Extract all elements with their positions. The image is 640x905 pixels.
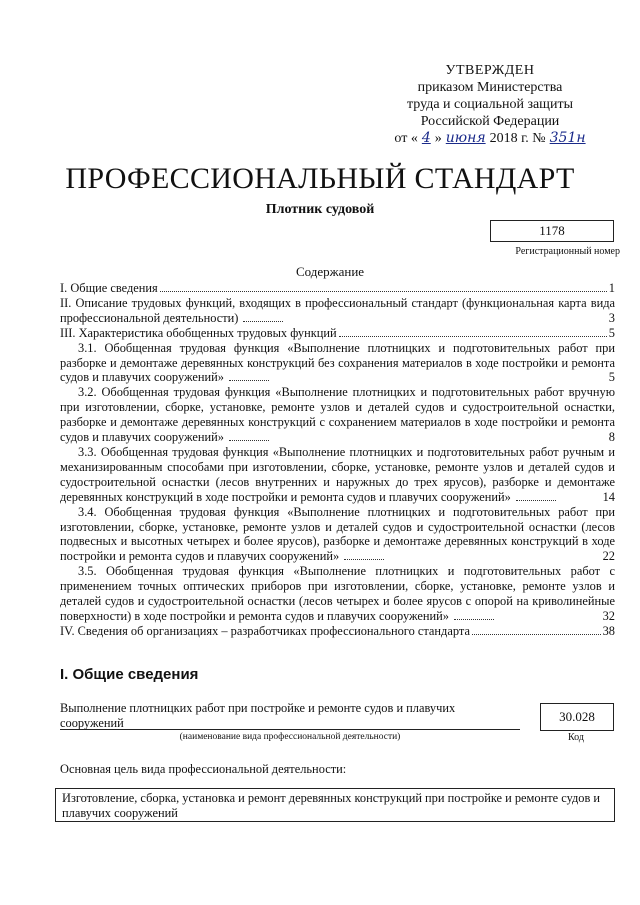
toc-item-text: 3.5. Обобщенная трудовая функция «Выполнение плотницких и подготовительных работ с применением точных оптических приборов при изготовлении, сборке, установке, ремонте узлов и деталей судов и судостроительной оснастки (лесов четырех и более ярусов с опорой на криволинейные поверхности) в ходе постройки и ремонта судов и плавучих сооружений» (60, 564, 615, 623)
goal-label: Основная цель вида профессиональной деятельности: (60, 762, 347, 776)
toc-leader (339, 336, 607, 337)
handwritten-month: июня (445, 130, 486, 146)
toc-item-text: III. Характеристика обобщенных трудовых функций (60, 325, 337, 340)
toc-leader (229, 380, 269, 381)
toc-leader (229, 440, 269, 441)
toc-item[interactable] (60, 445, 615, 505)
approval-line-ministry: труда и социальной защиты (407, 97, 573, 112)
date-quote-close: » (434, 131, 442, 146)
toc-leader (472, 634, 601, 635)
toc-item-text: 3.2. Обобщенная трудовая функция «Выполнение плотницких и подготовительных работ вручную при изготовлении, сборке, установке, ремонте узлов и деталей судов и судостроительной оснастки, разборке и демонтаже деревянных конструкций с сохранением материалов в ходе постройки и ремонта судов и плавучих сооружений» (60, 385, 615, 445)
approval-block (360, 62, 620, 147)
date-year: 2018 г. № (489, 131, 546, 146)
registration-number-box: 1178 (490, 220, 614, 242)
approval-line-order: приказом Министерства (417, 80, 563, 95)
toc-leader (454, 619, 494, 620)
handwritten-day: 4 (421, 130, 431, 146)
approval-line-country: Российской Федерации (420, 114, 560, 129)
toc-item[interactable] (60, 385, 615, 445)
activity-caption: (наименование вида профессиональной деятельности) (179, 732, 401, 742)
toc-item-text: I. Общие сведения (60, 281, 158, 295)
toc-leader (243, 321, 283, 322)
activity-underline (60, 729, 520, 730)
document-title: ПРОФЕССИОНАЛЬНЫЙ СТАНДАРТ (65, 162, 575, 195)
toc-item-page: 8 (608, 430, 615, 445)
toc-item[interactable] (60, 564, 615, 624)
toc-item-page: 5 (608, 325, 615, 340)
toc-item-page: 3 (608, 310, 615, 325)
activity-name: Выполнение плотницких работ при постройке и ремонте судов и плавучих сооружений (60, 701, 456, 730)
activity-code-label: Код (568, 732, 584, 743)
toc-item-page: 38 (602, 623, 615, 638)
section-heading: I. Общие сведения (60, 666, 199, 683)
table-of-contents (60, 281, 615, 639)
toc-item-page: 14 (602, 489, 615, 504)
toc-item-text: 3.4. Обобщенная трудовая функция «Выполнение плотницких и подготовительных работ при изготовлении, сборке, установке, ремонте узлов и деталей судов и судостроительной оснастки (лесов подвесных и высотных четырех и более ярусов), разборке и демонтаже деревянных конструкций в ходе постройки и ремонта судов и плавучих сооружений» (60, 504, 615, 564)
handwritten-order-number: 351н (549, 130, 586, 146)
toc-item-text: IV. Сведения об организациях – разработчиках профессионального стандарта (60, 623, 470, 638)
approval-heading: УТВЕРЖДЕН (445, 63, 535, 78)
toc-item[interactable] (60, 341, 615, 386)
approval-date (360, 130, 620, 147)
toc-item[interactable] (60, 505, 615, 565)
toc-item[interactable] (60, 296, 615, 326)
toc-item-text: 3.3. Обобщенная трудовая функция «Выполнение плотницких и подготовительных работ ручным и механизированным способами при изготовлении, сборке, установке, ремонте узлов и деталей судов и судостроительной оснастки (лесов внутренних и наружных до трех ярусов), разборке и демонтаже деревянных конструкций в ходе постройки и ремонта судов и плавучих сооружений» (60, 444, 615, 504)
toc-leader (516, 500, 556, 501)
toc-item[interactable] (60, 281, 615, 296)
toc-item-page: 22 (602, 549, 615, 564)
toc-heading: Содержание (295, 264, 365, 279)
goal-text-box: Изготовление, сборка, установка и ремонт деревянных конструкций при постройке и ремонте судов и плавучих сооружений (55, 788, 615, 822)
date-prefix: от « (394, 131, 418, 146)
toc-item[interactable] (60, 624, 615, 639)
toc-item-page: 32 (602, 608, 615, 623)
toc-leader (344, 559, 384, 560)
toc-leader (160, 291, 607, 292)
toc-item-page: 1 (608, 281, 615, 295)
registration-number-label: Регистрационный номер (515, 246, 620, 257)
document-subtitle: Плотник судовой (265, 202, 375, 217)
toc-item-page: 5 (608, 370, 615, 385)
toc-item-text: 3.1. Обобщенная трудовая функция «Выполнение плотницких и подготовительных работ при разборке и демонтаже деревянных конструкций без сохранения материалов в ходе постройки и ремонта судов и плавучих сооружений» (60, 340, 615, 385)
toc-item-text: II. Описание трудовых функций, входящих в профессиональный стандарт (функциональная карта вида профессиональной деятельности) (60, 295, 615, 325)
activity-code-box: 30.028 (540, 703, 614, 731)
toc-item[interactable] (60, 326, 615, 341)
